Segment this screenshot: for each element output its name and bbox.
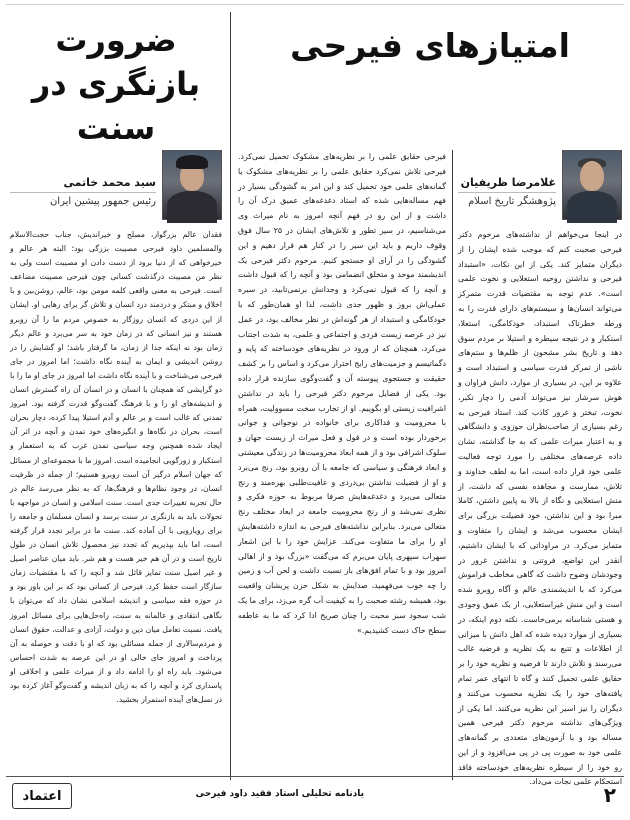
article-column-middle: فیرحی حقایق علمی را بر نظریه‌های مشکوک تحمیل نمی‌کرد. فیرحی تلاش نمی‌کرد حقایق علمی را بر نظریه‌های مشکوک یا گمانه‌های علمی خود تحمیل کند و این امر به گشودگی بسیار در فهم مساله‌هایی شده که استاد دغدغه‌های عمیق درک آن را داشت و از این رو در فهم آنچه امروز به نام میراث وی می‌شناسیم، در سیر تطور و تلاش‌های ایشان در ۲۵ سال فوق وقوف داریم و باید این سیر را در کنار هم قرار دهیم و این گشودگی را در آرای او جستجو کنیم. مرحوم دکتر فیرحی یک اندیشمند موحد و متخلق انضمامی بود و آنچه را که قبول داشت و آنچه را که قبول نمی‌کرد و وجدانش برنمی‌تابید، در سیره عملی‌اش بروز و ظهور جدی داشت، لذا او همان‌طور که با خودکامگی و استبداد از هر گونه‌اش در نظر مخالف بود، در عمل نیز در عرصه زیست فردی و اجتماعی و علمی، به شدت اجتناب می‌کرد، همچنان که از ورود در نظریه‌های خودساخته که پایه و دگماتیسم و جزمیت‌های رایج احتراز می‌کرد و اساس را بر کشف حقیقت و جستجوی پیوسته آن و گفت‌وگوی سازنده قرار داده بود. یکی از فضایل مرحوم دکتر فیرحی را باید در نداشتن اشرافیت زیستی او بگوییم. او از تجارب سخت مسوولیت، همراه با محرومیت و فداکاری برای خانواده در نوجوانی و جوانی برخوردار بوده است و در قول و فعل میراث از زیست جهان و سلوک اشرافی بود و از همه ابعاد محرومیت‌ها در زندگی معیشتی و ابعاد فرهنگی و سیاسی که جامعه با آن روبرو بود، رنج می‌برد و او از فضیلت نداشتن بی‌دردی و عافیت‌طلبی بهره‌مند و رنج متعالی می‌برد و دغدغه‌هایش صرفا مربوط به حوزه فکری و نظری نمی‌شد و از رنج محرومیت جامعه در ابعاد مختلف رنج متعالی می‌برد. بنابراین نداشته‌های فیرحی به اندازه داشته‌هایش او را برای ما متفاوت می‌کند. عزایش خود را با این اشعار سهراب سپهری پایان می‌برم که می‌گفت «بزرگ بود و از اهالی امروز بود و با تمام افق‌های باز نسبت داشت و لحن آب و زمین را چه خوب می‌فهمید، صدایش به شکل حزن پریشان واقعیت بود، همیشه رشته صحبت را به کیفیت آب گره می‌زد، برای ما یک شب سجود سبز محبت را چنان صریح ادا کرد که ما به عاطفه سطح خاک دست کشیدیم.» <box>238 152 446 635</box>
headline-right: امتیازهای فیرحی <box>290 26 570 65</box>
author-role: پژوهشگر تاریخ اسلام <box>468 196 556 207</box>
headline-left: ضرورت بازنگری در سنت <box>31 21 201 147</box>
author-photo <box>162 150 222 220</box>
top-rule <box>6 4 624 5</box>
author-photo <box>562 150 622 220</box>
author-box-right <box>458 150 622 220</box>
page-footer <box>6 776 624 813</box>
author-name: غلامرضا ظریفیان <box>458 176 556 193</box>
author-name: سید محمد خاتمی <box>10 176 156 193</box>
column-divider <box>452 150 453 780</box>
author-info <box>10 150 162 218</box>
author-role: رئیس جمهور پیشین ایران <box>49 196 156 207</box>
footer-caption: یادنامه تحلیلی استاد فقید داود فیرحی <box>195 789 364 799</box>
author-box-left <box>10 150 222 220</box>
page-number: ۲ <box>603 783 616 807</box>
newspaper-logo: اعتماد <box>12 783 72 809</box>
author-info <box>458 150 562 218</box>
column-divider <box>230 12 231 780</box>
article-column-right: در اینجا می‌خواهم از نداشته‌های مرحوم دکتر فیرحی صحبت کنم که موجب شده ایشان را از دیگران متمایز کند. یکی از این نکات، «استبداد فیرحی و نداشتن روحیه استعلایی و نخوت علمی است». عدم توجه به مقتضیات قدرت متمرکز می‌تواند انسان‌ها و سیستم‌های دارای قدرت را به ورطه خطرناک استبداد، خودکامگی، استعلا، استکبار و در نتیجه سیطره و استیلا بر مردم سوق دهد و تاریخ بشر مشحون از ظلم‌ها و ستم‌های ناشی از تمرکز قدرت سیاسی و استبداد است و علاوه بر این، در بسیاری از موارد، دانش فراوان و هوش سرشار نیز می‌تواند آدمی را دچار تکبر، نخوت، تبختر و غرور کاذب کند. استاد فیرحی به رغم بسیاری از صاحب‌نظران حوزوی و دانشگاهی و به اعتبار میراث علمی که به جا گذاشته، نشان داده عرصه‌های مختلفی را مورد توجه فعالیت علمی خود قرار داده است، اما به لطف خداوند و تلاش، ممارست و مجاهده نفسی که داشت، از منش استعلایی و نگاه از بالا به پایین داشتن، کاملا مبرا بود و این نداشتن، خود فضیلت بزرگی برای ایشان محسوب می‌شد و ایشان را متفاوت و متمایز می‌کرد. در مراوداتی که با ایشان داشتیم، آنقدر این تواضع، فروتنی و نداشتن غرور در وجودشان وضوح داشت که گاهی مخاطب فراموش می‌کرد که با اندیشمندی عالم و آگاه روبرو شده است و این منش غیراستعلایی، از یک عمق وجودی و هستی شناسانه برمی‌خاست. نکته دوم اینکه، در بسیاری از موارد دیده شده که اهل دانش با میزانی از اطلاعات و تتبع به یک نظریه و فرضیه غالب می‌رسند و تلاش دارند تا فرضیه و نظریه خود را بر حقایق علمی تحمیل کنند و گاه تا انتهای عمر تمام یافته‌های خود را یک نظریه محسوب می‌کنند و دیگران را نیز اسیر این نظریه می‌کنند. اما یکی از ویژگی‌های نداشته مرحوم دکتر فیرحی همین مساله بود و با آزمون‌های متعددی بر گمانه‌های علمی خود به صورت پی در پی می‌افزود و از این رو خود را از سیطره نظریه‌های خودساخته فاقد استحکام علمی نجات می‌داد. <box>458 230 622 787</box>
article-column-left: فقدان عالم بزرگوار، مصلح و خیراندیش، جناب حجت‌الاسلام والمسلمین داود فیرحی مصیبت بزرگی بود؛ البته هر عالم و خیرخواهی که از دنیا برود از دست دادن او مصیبت است ولی به نظر من مصیبت درگذشت کسانی چون فیرحی مصیبت مضاعف است. فیرحی به معنی واقعی کلمه مومن بود، عالم، روشن‌بین و با اخلاق و مبتکر و دردمند درد انسان و تلاش گر برای رهایی او. ایشان از این دردی که انسان روزگار به خصوص مردم ما را آن روبرو هستند و نیز انسانی که در زمان خود به سر می‌برد و عالم دیگر زمان بود نه اینکه جدا از زمان، ما گرفتار باشد؛ او گشایش را در روشن اندیشی و ایمان به آینده نگاه داشت؛ اما امروز در جای فیرحی می‌شناخت و با آینده نگاه داشت اما امروز در جای او ما را با دو گرایشی که همچنان با انسان و در انسان آن راه گسترش انسان و اندیشه‌های او را و با فرهنگ گفت‌وگو قدرت گرفته بود. امروز تمدنی که غالب است و بر عالم و آدم استیلا پیدا کرده، دچار بحران است، بحران در نگاه‌ها و انگیزه‌های خود تمدن و آنچه در اثر آن ایجاد شده همچنین وجه سیاسی تمدن غرب که به استعمار و استکبار و زورگویی انجامیده است. امروز ما با مجموعه‌ای از مسائل که جهان اسلام درگیر آن است روبرو هستیم؛ از جمله در ظرفیت انسان، در وجود نظام‌ها و فرهنگ‌ها، که به نظر می‌رسد عالم در حال تجربه تغییرات جدی است. سنت اسلامی و انسان در مواجهه با تحولات باید به بازنگری در سنت برسد و انسان مسلمان و جامعه را برای رویارویی با آن آماده کند. سنت ما در برابر تجدد قرار گرفته است، اما باید بپذیریم که تجدد نیز محصول تلاش انسان در طول تاریخ است و در آن هم خیر هست و هم شر. باید میان عناصر اصیل و غیر اصیل سنت تمایز قائل شد و آنچه را که با مقتضیات زمان سازگار است حفظ کرد. فیرحی از کسانی بود که بر این باور بود و در حوزه فقه سیاسی و اندیشه اسلامی نشان داد که می‌توان با نگاهی انتقادی و عالمانه به سنت، راه‌حل‌هایی برای مسائل امروز یافت. نسبت تعامل میان دین و دولت، آزادی و عدالت، حقوق انسان و مردم‌سالاری از جمله مسائلی بود که او با دقت و حوصله به آن پرداخت و امروز جای خالی او در این عرصه به شدت احساس می‌شود. باید راه او را ادامه داد و از میراث علمی و اخلاقی او پاسداری کرد و آنچه را که به زبان اندیشه و گفت‌وگو آغاز کرده بود در نسل‌های آینده استمرار بخشید. <box>10 230 222 705</box>
